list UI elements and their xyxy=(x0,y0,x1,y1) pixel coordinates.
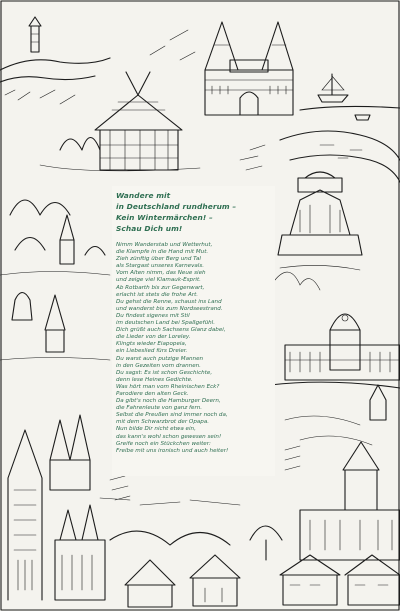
cathedral xyxy=(8,415,105,600)
poem-line: mit dem Schwarzbrot der Opapa. xyxy=(116,419,210,426)
poem-line: im deutschen Land bei Spaßgefühl. xyxy=(116,320,215,327)
poem-line: Selbst die Preußen sind immer noch da, xyxy=(116,412,228,419)
poem-line: Klingts wieder Eiapopeia, xyxy=(116,341,187,348)
poem-line: und zeige viel Klamauk-Esprit. xyxy=(116,277,201,284)
castle xyxy=(280,385,400,605)
poem-line: als Stargast unseres Karnevals. xyxy=(116,263,205,270)
poem-line: Dich grüßt auch Sachsens Glanz dabei, xyxy=(116,327,226,334)
lighthouse xyxy=(0,17,110,104)
poem-line: Du findest sigenes mit Stil xyxy=(116,312,190,319)
poem-line: Nun bilde Dir nicht etwa ein, xyxy=(116,426,196,433)
poem-line: Was hört man vom Rheinischen Eck? xyxy=(116,383,220,390)
baroque-palace xyxy=(270,314,400,388)
poem-line: ein Liebeslied fürs Dreier. xyxy=(116,348,188,355)
headline-line: in Deutschland rundherum – xyxy=(116,202,237,211)
poem-line: Freibe mit uns ironisch und auch heiter! xyxy=(116,447,229,454)
poem-line: Ab Rotbarth bis zur Gegenwart, xyxy=(116,284,205,291)
poem-line: und wanderst bis zum Nordseestrand. xyxy=(116,305,223,312)
headline-line: Schau Dich um! xyxy=(116,224,183,233)
poem-panel xyxy=(112,186,275,476)
headline xyxy=(116,190,271,234)
monument xyxy=(275,172,362,290)
river xyxy=(280,115,400,182)
sailing-ship xyxy=(300,74,400,110)
church-and-trees xyxy=(0,200,110,360)
poem-line: Nimm Wanderstab und Wetterhut, xyxy=(116,242,213,248)
poem-line: Du warst auch putzige Mannen xyxy=(116,355,204,362)
poem-line: in den Gezeiten vom drannen. xyxy=(116,362,201,369)
poem-line: Du sagst: Es ist schon Geschichte, xyxy=(116,369,213,376)
poem-line: denn lese Heines Gedichte. xyxy=(116,376,193,383)
poem-text xyxy=(116,242,271,455)
twin-tower-gate xyxy=(205,22,293,115)
village xyxy=(100,498,282,607)
poem-line: Da gibt's noch die Hamburger Deern, xyxy=(116,398,221,405)
headline-line: Wandere mit xyxy=(116,191,171,200)
poem-line: Du gehst die Renne, schaust ins Land xyxy=(116,298,222,305)
poem-line: Vom Alten nimm, das Neue sieh xyxy=(116,270,206,277)
poem-line: die Lieder von der Loreley. xyxy=(116,334,191,341)
poem-line: die Klampfe in die Hand mit Mut. xyxy=(116,249,209,256)
poem-line: erlacht ist stets die frohe Art. xyxy=(116,291,199,298)
poem-line: Zieh zünftig über Berg und Tal xyxy=(116,256,201,263)
timber-framed-house xyxy=(40,72,200,171)
headline-line: Kein Wintermärchen! – xyxy=(116,213,213,222)
poem-line: Greife noch ein Stückchen weiter: xyxy=(116,440,211,447)
poem-line: die Fahrenleute von ganz fern. xyxy=(116,405,203,412)
poem-line: das kann's wohl schon gewesen sein! xyxy=(116,433,222,440)
poem-line: Parodiere den alten Geck. xyxy=(116,390,189,397)
